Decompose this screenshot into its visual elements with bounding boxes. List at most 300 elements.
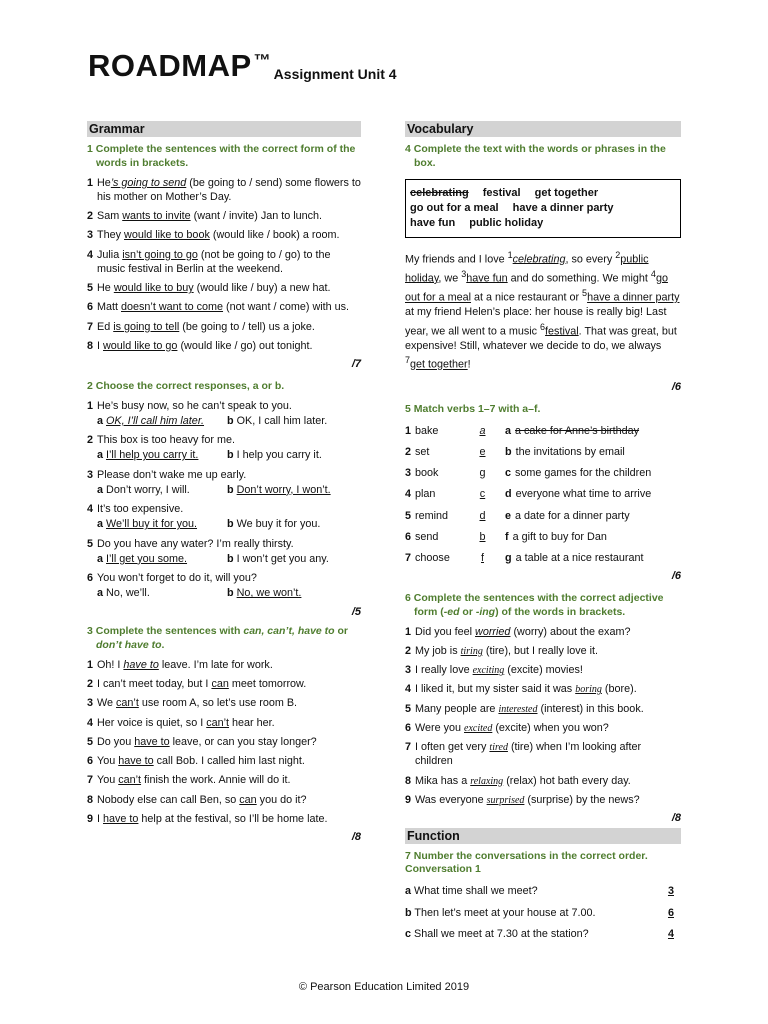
option-letter: b (227, 414, 234, 427)
verb (405, 551, 460, 565)
option-letter: b (227, 449, 234, 462)
item-number: 3 (405, 664, 412, 677)
option-text: a date for a dinner party (515, 509, 630, 522)
option-letter: a (97, 518, 104, 531)
word-box-item: public holiday (469, 216, 544, 229)
option-a (97, 586, 227, 600)
ins-text: or (334, 625, 349, 638)
options (97, 586, 361, 600)
word-box-item: festival (482, 186, 521, 199)
answer: can (239, 793, 257, 806)
exercise-item (87, 773, 361, 787)
match-option (505, 424, 639, 438)
verb (405, 509, 460, 523)
option-b (227, 586, 301, 600)
exercise-item (87, 658, 361, 672)
item-text: Her voice is quiet, so I (97, 716, 204, 729)
match-row (405, 551, 681, 565)
item-text: call Bob. I called him last night. (156, 755, 305, 768)
item-text: (relax) hot bath every day. (506, 774, 631, 787)
answer: wants to invite (122, 210, 191, 223)
item-number: 3 (405, 467, 412, 480)
options (97, 448, 361, 462)
exercise-5-score: /6 (671, 570, 681, 583)
line-text: Shall we meet at 7.30 at the station? (414, 927, 589, 940)
item-text: (interest) in this book. (540, 702, 644, 715)
item-text: Ed (97, 320, 111, 333)
exercise-3-instruction (87, 625, 361, 653)
item-text: (tire), but I really love it. (485, 644, 599, 657)
item-text: (excite) movies! (507, 664, 583, 677)
option-b (227, 517, 320, 531)
exercise-2-score: /5 (351, 605, 361, 618)
answer: public holiday (405, 253, 649, 285)
gap-number: 2 (615, 249, 621, 260)
answer: have to (118, 755, 154, 768)
verb-text: set (415, 445, 430, 458)
verb (405, 530, 460, 544)
exercise-item (405, 663, 681, 677)
option-a (97, 448, 227, 462)
item-text: Oh! I (97, 658, 121, 671)
line-text: Then let’s meet at your house at 7.00. (414, 906, 596, 919)
item-number: 2 (405, 644, 412, 657)
item-text: hear her. (232, 716, 275, 729)
option-text: a gift to buy for Dan (512, 530, 607, 543)
item-text: (not be going to / go) to the music festival in Berlin at the weekend. (97, 248, 331, 275)
gap-number: 3 (461, 268, 467, 279)
ins-italic: -ed (443, 605, 460, 618)
item-text: Sam (97, 210, 120, 223)
item-number: 1 (87, 176, 94, 189)
exercise-4-text (405, 248, 681, 372)
option-a (97, 517, 227, 531)
exercise-4-score: /6 (671, 381, 681, 394)
item-text: You (97, 774, 116, 787)
item-number: 3 (87, 468, 94, 481)
exercise-item (405, 644, 681, 658)
item-number: 4 (405, 683, 412, 696)
item-text: Many people are (415, 702, 496, 715)
answer: g (479, 467, 486, 480)
verb (405, 466, 460, 480)
match-row (405, 445, 681, 459)
answer: 3 (667, 885, 674, 898)
option-text: I’ll get you some. (106, 552, 188, 565)
line-text (405, 906, 595, 920)
conversation-line (405, 927, 681, 941)
item-number: 8 (405, 774, 412, 787)
text: at my friend Helen’s place: her house is really big! Last year, we all went to a music (405, 306, 667, 338)
option-letter: g (505, 552, 512, 565)
match-option (505, 466, 651, 480)
item-number: 5 (87, 537, 94, 550)
conversation-label: Conversation 1 (405, 863, 481, 876)
item-number: 4 (405, 488, 412, 501)
item-text: I really love (415, 664, 470, 677)
gap-number: 7 (405, 355, 411, 366)
answer: have fun (466, 272, 508, 285)
word-box (405, 179, 681, 238)
text: ! (467, 358, 471, 371)
option-text: a cake for Anne’s birthday (515, 424, 640, 437)
answer: interested (498, 703, 538, 715)
item-number: 7 (87, 774, 94, 787)
question-text: Please don’t wake me up early. (97, 468, 247, 481)
option-letter: d (505, 488, 512, 501)
item-number: 3 (87, 697, 94, 710)
ins-text: ) of the words in brackets. (495, 605, 626, 618)
exercise-item (87, 281, 361, 295)
page-title (88, 50, 397, 83)
item-text: Matt (97, 301, 118, 314)
option-letter: a (97, 449, 104, 462)
item-text: help at the festival, so I’ll be home late. (141, 812, 328, 825)
option-text: a table at a nice restaurant (515, 552, 644, 565)
line-text: What time shall we meet? (414, 885, 538, 898)
item-number: 8 (87, 793, 94, 806)
verb (405, 487, 460, 501)
option-text: I’ll help you carry it. (106, 449, 199, 462)
conversation-line (405, 906, 681, 920)
exercise-item (87, 320, 361, 334)
match-row (405, 509, 681, 523)
answer: festival (545, 325, 579, 338)
question-text: This box is too heavy for me. (97, 434, 236, 447)
item-number: 8 (87, 339, 94, 352)
ins-italic: -ing (475, 605, 496, 618)
answer: can’t (206, 716, 230, 729)
text: My friends and I love (405, 253, 508, 266)
item-number: 9 (87, 812, 94, 825)
right-column (405, 121, 681, 941)
gap-number: 4 (650, 268, 656, 279)
text: and do something. We might (507, 272, 651, 285)
text: at a nice restaurant or (471, 291, 583, 304)
exercise-4-instruction: 4 Complete the text with the words or phrases in the box. (405, 143, 666, 169)
item-text: I liked it, but my sister said it was (415, 683, 573, 696)
question-text: You won’t forget to do it, will you? (97, 572, 257, 585)
option-text: Don’t worry, I won’t. (236, 483, 331, 496)
exercise-item (87, 754, 361, 768)
exercise-6-score: /8 (671, 812, 681, 825)
item-text: leave. I’m late for work. (161, 658, 273, 671)
answer: is going to tell (113, 320, 180, 333)
item-number: 7 (87, 320, 94, 333)
exercise-item (87, 209, 361, 223)
exercise-item (87, 696, 361, 710)
section-vocabulary: Vocabulary (405, 121, 681, 137)
option-a (97, 483, 227, 497)
item-number: 5 (405, 509, 412, 522)
option-letter: f (505, 530, 509, 543)
copyright-footer: © Pearson Education Limited 2019 (298, 981, 470, 993)
option-text: We buy it for you. (236, 518, 321, 531)
conversation-line (405, 884, 681, 898)
item-text: I (97, 339, 100, 352)
item-number: 2 (405, 445, 412, 458)
option-b (227, 414, 327, 428)
exercise-item (87, 176, 361, 205)
exercise-item (405, 774, 681, 788)
match-option (505, 530, 607, 544)
answer: can (211, 678, 229, 691)
word-box-item: get together (534, 186, 599, 199)
option-text: everyone what time to arrive (515, 488, 652, 501)
answer-blank (460, 551, 505, 565)
option-letter: b (227, 518, 234, 531)
option-text: We’ll buy it for you. (106, 518, 198, 531)
option-letter: c (505, 467, 512, 480)
gap-number: 5 (582, 287, 588, 298)
exercise-7 (405, 884, 681, 941)
exercise-item (87, 248, 361, 277)
answer: e (479, 445, 486, 458)
order-number (661, 906, 681, 920)
item-number: 6 (87, 755, 94, 768)
exercise-item (87, 502, 361, 532)
answer: surprised (486, 794, 525, 806)
option-b (227, 448, 322, 462)
item-number: 6 (405, 721, 412, 734)
answer: can’t (118, 774, 142, 787)
options (97, 483, 361, 497)
item-text: Julia (97, 248, 120, 261)
exercise-item (405, 625, 681, 639)
text: , we (438, 272, 462, 285)
exercise-item (87, 677, 361, 691)
item-text: We (97, 697, 114, 710)
trademark: ™ (253, 51, 271, 70)
exercise-item (87, 228, 361, 242)
item-text: leave, or can you stay longer? (172, 735, 317, 748)
match-option (505, 509, 630, 523)
item-number: 2 (87, 434, 94, 447)
line-text (405, 884, 538, 898)
order-number (661, 884, 681, 898)
answer: tired (489, 742, 508, 754)
exercise-item (87, 468, 361, 498)
exercise-item (87, 716, 361, 730)
question-text: It’s too expensive. (97, 503, 184, 516)
exercise-2-instruction: 2 Choose the correct responses, a or b. (87, 379, 285, 392)
answer: c (479, 488, 486, 501)
item-text: He (97, 282, 111, 295)
answer: isn’t going to go (122, 248, 198, 261)
item-number: 6 (87, 572, 94, 585)
section-function: Function (405, 828, 681, 844)
answer: boring (575, 684, 602, 696)
ins-text: or (459, 605, 476, 618)
exercise-item (87, 300, 361, 314)
item-text: meet tomorrow. (231, 678, 307, 691)
answer: go out for a meal (405, 272, 668, 304)
answer: would like to book (124, 229, 210, 242)
option-text: I help you carry it. (236, 449, 322, 462)
item-text: (would like / buy) a new hat. (196, 282, 331, 295)
exercise-5 (405, 424, 681, 566)
exercise-1-instruction: 1 Complete the sentences with the correct form of the words in brackets. (87, 143, 356, 169)
answer-blank (460, 509, 505, 523)
verb-text: bake (415, 424, 439, 437)
answer: would like to buy (113, 282, 194, 295)
exercise-item (87, 571, 361, 601)
verb (405, 445, 460, 459)
answer: would like to go (103, 339, 178, 352)
section-grammar: Grammar (87, 121, 361, 137)
item-text: I can’t meet today, but I (97, 678, 209, 691)
match-row (405, 424, 681, 438)
option-letter: a (97, 414, 104, 427)
option-text: OK, I’ll call him later. (106, 414, 205, 427)
option-text: OK, I call him later. (236, 414, 328, 427)
answer: can’t (116, 697, 139, 710)
item-text: (tire) when I’m looking after children (415, 741, 642, 768)
item-text: He (97, 176, 111, 189)
verb-text: plan (415, 488, 436, 501)
verb (405, 424, 460, 438)
item-number: 5 (87, 735, 94, 748)
match-row (405, 530, 681, 544)
item-text: (bore). (604, 683, 637, 696)
option-text: No, we won’t. (236, 587, 302, 600)
option-text: Don’t worry, I will. (106, 483, 190, 496)
answer-blank (460, 530, 505, 544)
option-letter: a (97, 587, 104, 600)
exercise-1-score: /7 (351, 358, 361, 371)
item-text: My job is (415, 644, 458, 657)
brand-name: ROADMAP (88, 48, 252, 83)
exercise-3-score: /8 (351, 831, 361, 844)
item-number: 1 (405, 625, 412, 638)
item-text: (want / invite) Jan to lunch. (193, 210, 323, 223)
item-number: 2 (87, 210, 94, 223)
verb-text: choose (415, 552, 450, 565)
gap-number: 6 (540, 321, 546, 332)
option-text: the invitations by email (515, 445, 625, 458)
option-letter: b (505, 445, 512, 458)
line-text (405, 927, 589, 941)
exercise-item (87, 793, 361, 807)
item-text: Was everyone (415, 793, 484, 806)
item-number: 2 (87, 678, 94, 691)
answer-blank (460, 445, 505, 459)
item-text: I (97, 812, 100, 825)
verb-text: send (415, 530, 439, 543)
item-text: Nobody else can call Ben, so (97, 793, 237, 806)
exercise-item (87, 339, 361, 353)
line-letter: c (405, 927, 412, 940)
exercise-5-instruction: 5 Match verbs 1–7 with a–f. (405, 402, 541, 415)
ins-text: 3 Complete the sentences with (87, 625, 244, 638)
option-letter: a (505, 424, 512, 437)
order-number (661, 927, 681, 941)
item-number: 9 (405, 793, 412, 806)
answer: worried (475, 625, 511, 638)
answer: have to (103, 812, 139, 825)
item-text: (would like / book) a room. (212, 229, 340, 242)
answer: have to (123, 658, 159, 671)
answer: relaxing (470, 775, 504, 787)
match-option (505, 445, 625, 459)
item-number: 5 (87, 282, 94, 295)
answer: get together (410, 358, 468, 371)
option-text: I won’t get you any. (236, 552, 329, 565)
line-letter: a (405, 885, 412, 898)
item-text: finish the work. Annie will do it. (144, 774, 291, 787)
item-text: you do it? (259, 793, 307, 806)
line-letter: b (405, 906, 412, 919)
options (97, 517, 361, 531)
answer: excited (464, 722, 493, 734)
item-text: Did you feel (415, 625, 473, 638)
exercise-1 (87, 176, 361, 354)
match-row (405, 487, 681, 501)
exercise-item (405, 793, 681, 807)
answer: doesn’t want to come (121, 301, 224, 314)
exercise-3 (87, 658, 361, 826)
exercise-6 (405, 625, 681, 808)
exercise-6-instruction (405, 592, 681, 620)
item-text: (surprise) by the news? (527, 793, 640, 806)
exercise-7-instruction: 7 Number the conversations in the correct order. (405, 849, 648, 862)
option-letter: b (227, 587, 234, 600)
text: , so every (565, 253, 616, 266)
item-text: Were you (415, 721, 462, 734)
answer: 6 (667, 906, 674, 919)
item-number: 5 (405, 702, 412, 715)
item-text: Do you (97, 735, 132, 748)
item-text: (would like / go) out tonight. (180, 339, 313, 352)
answer: have to (134, 735, 170, 748)
item-number: 3 (87, 229, 94, 242)
item-text: (excite) when you won? (495, 721, 609, 734)
item-number: 4 (87, 503, 94, 516)
ins-italic: can, can’t, have to (243, 625, 335, 638)
item-text: (not want / come) with us. (226, 301, 350, 314)
item-number: 4 (87, 716, 94, 729)
match-row (405, 466, 681, 480)
exercise-2 (87, 399, 361, 601)
item-text: Mika has a (415, 774, 468, 787)
item-number: 1 (87, 399, 94, 412)
option-a (97, 414, 227, 428)
gap-number: 1 (507, 249, 513, 260)
answer: exciting (472, 665, 505, 677)
answer: d (479, 509, 486, 522)
option-letter: a (97, 483, 104, 496)
left-column (87, 121, 361, 845)
answer: 4 (667, 927, 674, 940)
option-text: No, we’ll. (106, 587, 150, 600)
answer-blank (460, 424, 505, 438)
answer: have a dinner party (587, 291, 680, 304)
answer: ’s going to send (110, 176, 187, 189)
exercise-item (405, 682, 681, 696)
verb-text: remind (415, 509, 449, 522)
question-text: Do you have any water? I’m really thirsty. (97, 537, 294, 550)
item-text: I often get very (415, 741, 487, 754)
word-box-item: have fun (410, 216, 456, 229)
option-a (97, 552, 227, 566)
assignment-subtitle: Assignment Unit 4 (273, 66, 397, 82)
exercise-item (87, 433, 361, 463)
exercise-item (405, 721, 681, 735)
item-number: 7 (405, 552, 412, 565)
verb-text: book (415, 467, 439, 480)
item-number: 1 (405, 424, 412, 437)
item-text: (be going to / tell) us a joke. (182, 320, 315, 333)
